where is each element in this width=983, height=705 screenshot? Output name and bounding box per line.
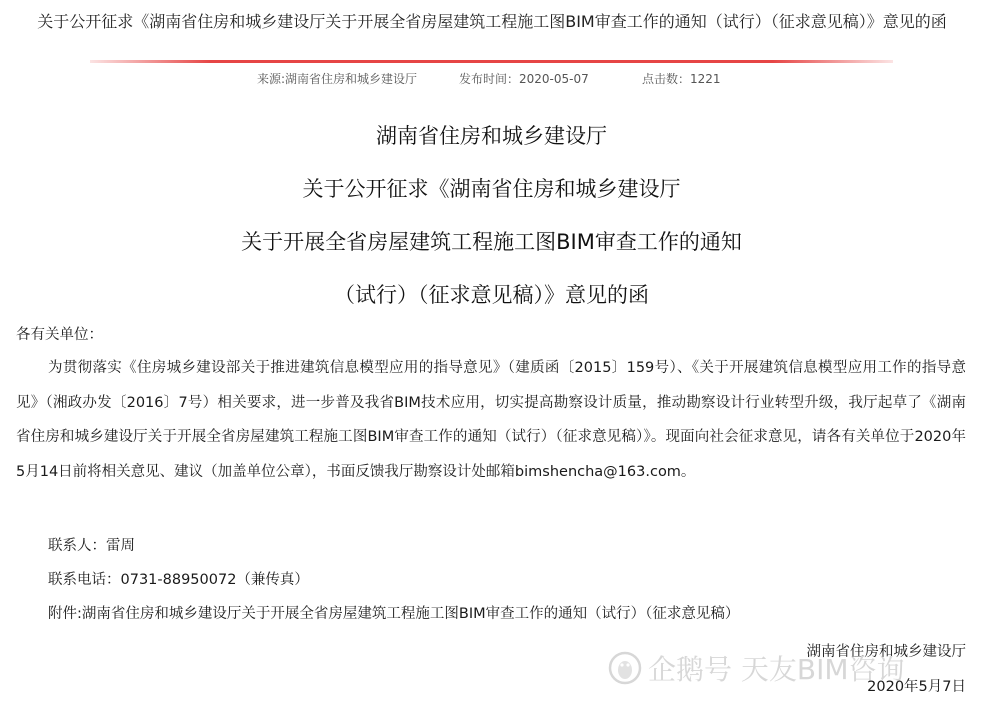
penguin-logo-icon — [608, 651, 642, 685]
salutation: 各有关单位： — [16, 327, 103, 343]
meta-view-count: 点击数：1221 — [642, 72, 721, 86]
article-meta — [0, 70, 983, 88]
doc-heading-line-2: 关于公开征求《湖南省住房和城乡建设厅 — [302, 177, 681, 201]
body-paragraph: 为贯彻落实《住房城乡建设部关于推进建筑信息模型应用的指导意见》（建质函〔2015〕159号）、《关于开展建筑信息模型应用工作的指导意见》（湘政办发〔2016〕7号）相关要求，进一步普及我省BIM技术应用，切实提高勘察设计质量，推动勘察设计行业转型升级，我厅起草了《湖南省住房和城乡建设厅关于开展全省房屋建筑工程施工图BIM审查工作的通知（试行）（征求意见稿）》。现面向社会征求意见，请各有关单位于2020年5月14日前将相关意见、建议（加盖单位公章），书面反馈我厅勘察设计处邮箱bimshencha@163.com。 — [16, 360, 966, 480]
attachment-line: 附件:湖南省住房和城乡建设厅关于开展全省房屋建筑工程施工图BIM审查工作的通知（试行）（征求意见稿） — [48, 606, 740, 622]
watermark — [608, 648, 905, 688]
watermark-text: 企鹅号 天友BIM咨询 — [648, 653, 905, 686]
title-divider — [90, 60, 893, 63]
signature-org: 湖南省住房和城乡建设厅 — [806, 644, 966, 660]
contact-person: 联系人：雷周 — [48, 538, 135, 554]
doc-heading-line-3: 关于开展全省房屋建筑工程施工图BIM审查工作的通知 — [241, 230, 742, 254]
doc-heading-line-1: 湖南省住房和城乡建设厅 — [376, 124, 607, 148]
doc-heading-line-4: （试行）（征求意见稿）》意见的函 — [334, 283, 649, 307]
contact-phone: 联系电话：0731-88950072（兼传真） — [48, 572, 309, 588]
signature-date: 2020年5月7日 — [867, 679, 966, 695]
article-title: 关于公开征求《湖南省住房和城乡建设厅关于开展全省房屋建筑工程施工图BIM审查工作的通知（试行）（征求意见稿）》意见的函 — [37, 12, 947, 31]
meta-publish-date: 发布时间：2020-05-07 — [459, 72, 589, 86]
meta-source: 来源:湖南省住房和城乡建设厅 — [257, 72, 418, 86]
